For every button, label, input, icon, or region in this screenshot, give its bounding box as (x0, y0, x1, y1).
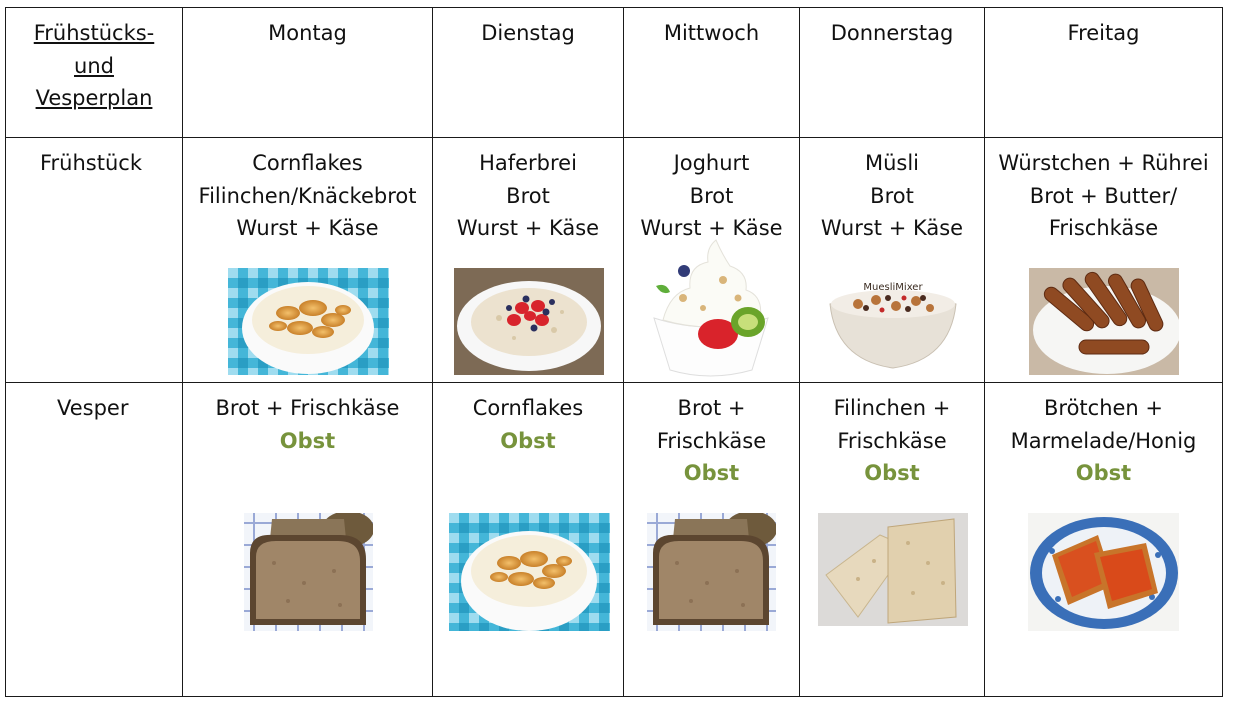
crispbread-image (818, 513, 968, 626)
header-row (6, 8, 1223, 138)
cornflakes-bowl-image (228, 268, 389, 375)
meal-item: Haferbrei (479, 151, 577, 175)
meal-item: Wurst + Käse (456, 216, 600, 240)
frozen-yogurt-image (648, 238, 773, 380)
meal-item: Brot (870, 183, 914, 208)
meal-item: Brot (506, 183, 550, 208)
plan-title: Frühstücks- und Vesperplan (33, 21, 155, 110)
meal-item: Marmelade/Honig (1010, 428, 1197, 453)
row-label-fruehstueck: Frühstück (6, 138, 183, 383)
vesper-donnerstag-cell (800, 383, 985, 697)
bread-slice-image (647, 513, 776, 631)
vesper-mittwoch-cell (624, 383, 800, 697)
bread-slice-image (244, 513, 373, 631)
meal-item: Wurst + Käse (236, 216, 379, 240)
meal-item: Filinchen/Knäckebrot (198, 183, 417, 208)
meal-item: Cornflakes (472, 396, 584, 420)
fruehstueck-montag-cell (183, 138, 433, 383)
day-header-freitag: Freitag (985, 8, 1223, 138)
meal-item: Frischkäse (656, 428, 767, 453)
meal-item: Brot (689, 183, 734, 208)
sausages-plate-image (1029, 268, 1179, 375)
meal-item: Müsli (864, 151, 920, 175)
meal-plan-table (5, 7, 1223, 697)
meal-item: Cornflakes (252, 151, 363, 175)
muesli-bowl-image (818, 264, 968, 376)
meal-item: Brot + (677, 396, 746, 420)
day-header-mittwoch: Mittwoch (624, 8, 800, 138)
meal-item: Brötchen + (1043, 396, 1164, 420)
vesper-row (6, 383, 1223, 697)
porridge-berries-image (454, 268, 604, 375)
row-label-vesper: Vesper (6, 383, 183, 697)
plan-title-cell (6, 8, 183, 138)
obst-label: Obst (683, 461, 740, 485)
obst-label: Obst (279, 428, 336, 453)
vesper-freitag-cell (985, 383, 1223, 697)
jam-toast-plate-image (1028, 513, 1179, 631)
obst-label: Obst (500, 428, 556, 453)
fruehstueck-mittwoch-cell (624, 138, 800, 383)
vesper-montag-cell (183, 383, 433, 697)
fruehstueck-dienstag-cell (433, 138, 624, 383)
day-header-montag: Montag (183, 8, 433, 138)
fruehstueck-row (6, 138, 1223, 383)
fruehstueck-donnerstag-cell (800, 138, 985, 383)
meal-item: Frischkäse (1048, 216, 1159, 240)
day-header-donnerstag: Donnerstag (800, 8, 985, 138)
meal-item: Filinchen + (833, 396, 951, 420)
meal-item: Joghurt (673, 151, 750, 175)
meal-item: Wurst + Käse (640, 216, 783, 240)
obst-label: Obst (1075, 461, 1132, 485)
meal-item: Brot + Frischkäse (215, 396, 400, 420)
fruehstueck-freitag-cell (985, 138, 1223, 383)
muesli-bowl-brand-text: MuesliMixer (863, 282, 923, 293)
day-header-dienstag: Dienstag (433, 8, 624, 138)
obst-label: Obst (864, 461, 920, 485)
meal-item: Brot + Butter/ (1029, 183, 1178, 208)
cornflakes-bowl-image (449, 513, 610, 631)
vesper-dienstag-cell (433, 383, 624, 697)
meal-item: Wurst + Käse (820, 216, 964, 240)
meal-item: Frischkäse (837, 428, 947, 453)
meal-item: Würstchen + Rührei (998, 151, 1209, 175)
